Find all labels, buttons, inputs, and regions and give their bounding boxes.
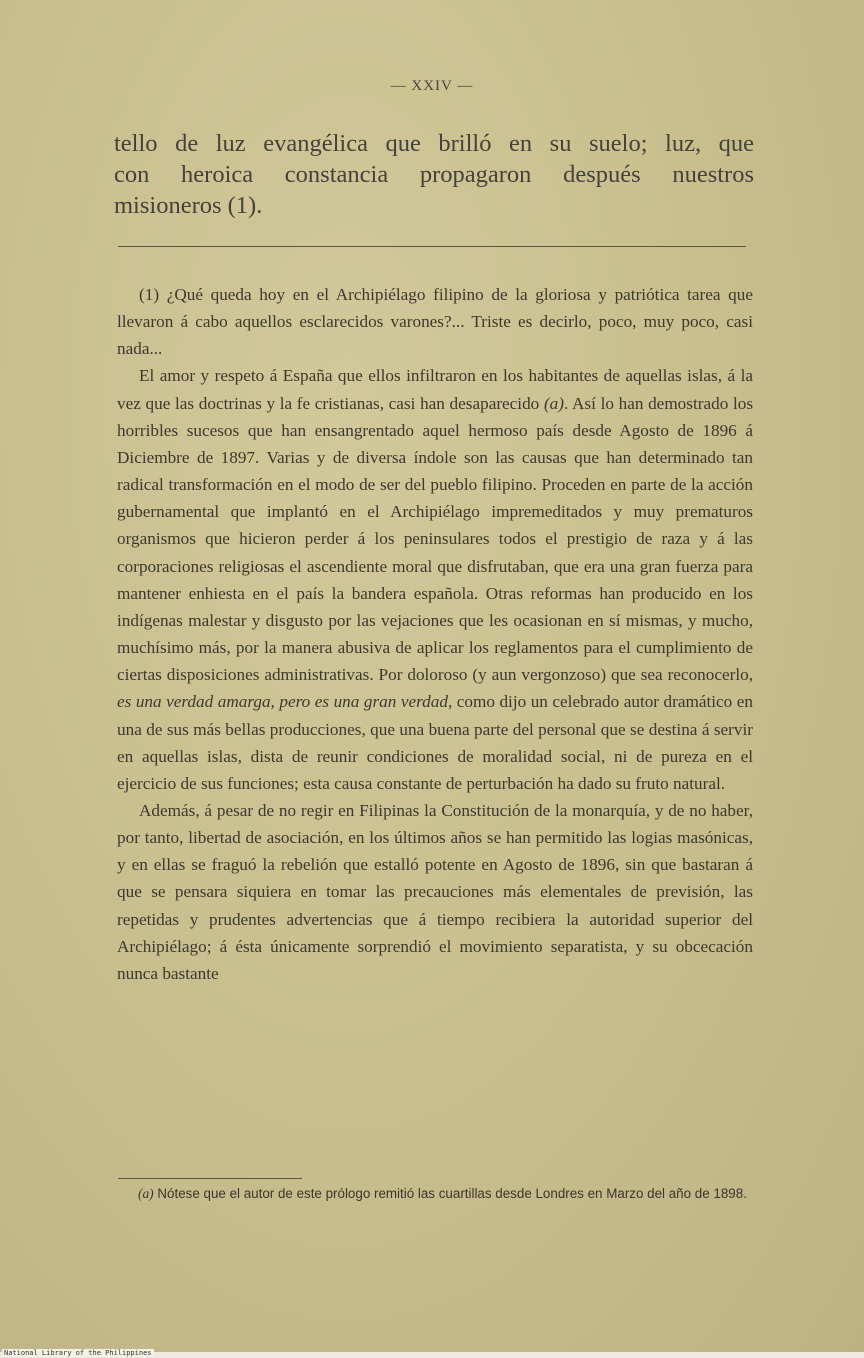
endnote-paragraph — [117, 281, 753, 362]
main-text-line: tello de luz evangélica que brilló en su suelo; luz, que — [114, 130, 754, 157]
footnote-text: Nótese que el autor de este prólogo remitió las cuartillas desde Londres en Marzo del año de 1898. — [157, 1186, 747, 1201]
endnote-block — [117, 281, 753, 987]
endnote-text: . Así lo han demostrado los horribles sucesos que han ensangrentado aquel hermoso país desde Agosto de 1896 á Diciembre de 1897. Varias y de diversa índole son las causas que han determinado tan radical transformación en el modo de ser del pueblo filipino. Proceden en parte de la acción gubernamental que implantó en el Archipiélago impremeditados y muy prematuros organismos que hicieron perder á los peninsulares todos el prestigio de raza y á las corporaciones religiosas el ascendiente moral que disfrutaban, que era una gran fuerza para mantener enhiesta en el país la bandera española. Otras reformas han producido en los indígenas malestar y disgusto por las vejaciones que les ocasionan en sí mismas, y mucho, muchísimo más, por la manera abusiva de aplicar los reglamentos para el cumplimiento de ciertas disposiciones administrativas. Por doloroso (y aun vergonzoso) que sea reconocerlo, — [117, 393, 754, 685]
main-text — [114, 128, 754, 221]
endnote-text: El amor y respeto á España que ellos infiltraron en los habitantes de aquellas islas, á la vez que las doctrinas y la fe cristianas, casi han desaparecido — [117, 366, 753, 413]
library-credit: National Library of the Philippines — [4, 1349, 152, 1357]
endnote-line: Triste es decirlo, poco, muy poco, casi nada... — [117, 312, 753, 359]
endnote-line: (1) ¿Qué queda hoy en el Archipiélago filipino de la gloriosa y — [139, 285, 607, 304]
footnote-rule — [118, 1178, 302, 1179]
endnote-paragraph: Además, á pesar de no regir en Filipinas la Constitución de la monarquía, y de no haber, por tanto, libertad de asociación, en los últimos años se han permitido las logias masónicas, y en ellas se fraguó la rebelión que estalló potente en Agosto de 1896, sin que bastaran á que se pensara siquiera en tomar las precauciones más elementales de previsión, las repetidas y prudentes advertencias que á tiempo recibiera la autoridad superior del Archipiélago; á ésta únicamente sorprendió el movimiento separatista, y su obcecación nunca bastante — [117, 800, 753, 983]
endnote-paragraph — [117, 362, 753, 797]
main-text-line: misioneros (1). — [114, 192, 263, 219]
footnote-mark: (a) — [138, 1186, 154, 1201]
footnote-reference: (a) — [543, 393, 564, 413]
main-text-line: con heroica constancia propagaron después nuestros — [114, 161, 754, 188]
endnote-text: como dijo un celebrado autor dramático en una de sus más bellas producciones, que una buena parte del personal que se destina á servir en aquellas islas, dista de reunir condiciones de moralidad social, ni de pureza en el ejercicio de sus funciones; esta causa constante de perturbación ha dado su fruto natural. — [117, 692, 753, 793]
footnote — [120, 1183, 756, 1205]
page-number: — XXIV — — [390, 78, 474, 94]
separator-rule — [118, 246, 746, 247]
endnote-line: patriótica tarea que llevaron á cabo aquellos esclarecidos varones?... — [117, 285, 753, 332]
endnote-italic-quote: es una verdad amarga, pero es una gran verdad, — [117, 692, 453, 712]
